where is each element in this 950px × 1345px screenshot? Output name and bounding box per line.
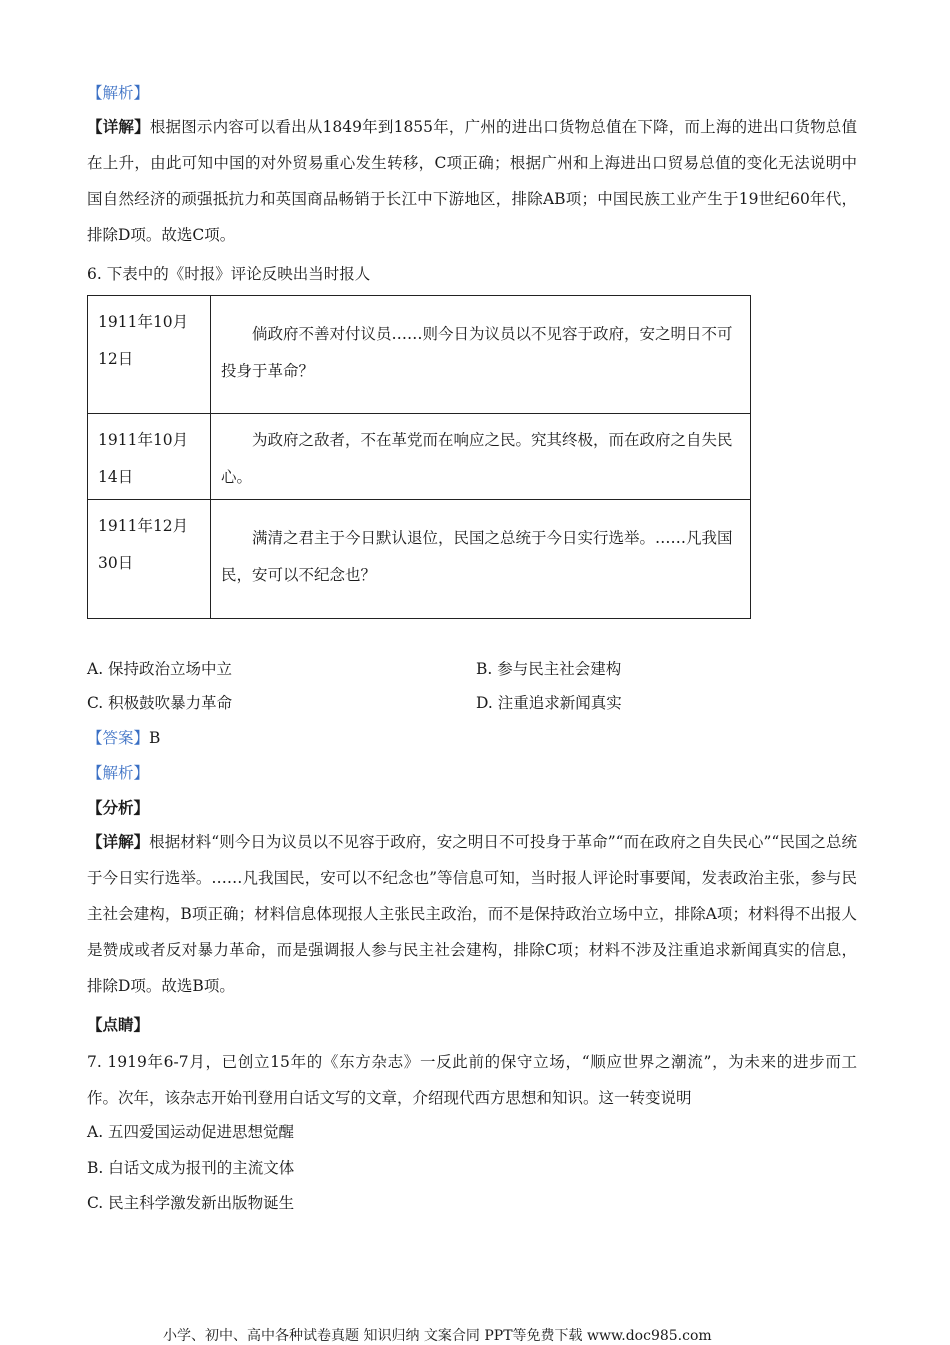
- q6-answer: [87, 728, 160, 748]
- table-row: [88, 500, 751, 619]
- table-row: [88, 414, 751, 500]
- q7-option-b: B. 白话文成为报刊的主流文体: [87, 1159, 295, 1177]
- q5-analysis-label: 【解析】: [87, 84, 150, 102]
- table-text: 倘政府不善对付议员……则今日为议员以不见容于政府，安之明日不可投身于革命？: [211, 296, 751, 414]
- q6-fenxi-label: 【分析】: [87, 798, 150, 817]
- table-text: 满清之君主于今日默认退位，民国之总统于今日实行选举。……凡我国民，安可以不纪念也？: [211, 500, 751, 619]
- q6-detail-label: 【详解】: [87, 832, 150, 851]
- q5-detail-text: 根据图示内容可以看出从1849年到1855年，广州的进出口货物总值在下降，而上海的进出口货物总值在上升，由此可知中国的对外贸易重心发生转移，C项正确；根据广州和上海进出口贸易总值的变化无法说明中国自然经济的顽强抵抗力和英国商品畅销于长江中下游地区，排除AB项；中国民族工业产生于19世纪60年代，排除D项。故选C项。: [87, 118, 857, 244]
- q7-option-c: C. 民主科学激发新出版物诞生: [87, 1194, 295, 1212]
- q6-detail: [87, 824, 857, 1004]
- q6-answer-label: 【答案】: [87, 729, 150, 747]
- q6-option-b: B. 参与民主社会建构: [476, 660, 622, 678]
- table-date: 1911年10月14日: [88, 414, 211, 500]
- q5-detail-label: 【详解】: [87, 117, 150, 136]
- q6-detail-text: 根据材料“则今日为议员以不见容于政府，安之明日不可投身于革命”“而在政府之自失民心”“民国之总统于今日实行选举。……凡我国民，安可以不纪念也”等信息可知，当时报人评论时事要闻，发表政治主张，参与民主社会建构，B项正确；材料信息体现报人主张民主政治，而不是保持政治立场中立，排除A项；材料得不出报人是赞成或者反对暴力革命，而是强调报人参与民主社会建构，排除C项；材料不涉及注重追求新闻真实的信息，排除D项。故选B项。: [87, 833, 857, 995]
- q7-stem: 7. 1919年6-7月，已创立15年的《东方杂志》一反此前的保守立场，“顺应世界之潮流”，为未来的进步而工作。次年，该杂志开始刊登用白话文写的文章，介绍现代西方思想和知识。这一转变说明: [87, 1053, 857, 1107]
- q6-option-d: D. 注重追求新闻真实: [476, 694, 622, 712]
- q6-option-c: C. 积极鼓吹暴力革命: [87, 694, 233, 712]
- q6-table: [87, 295, 751, 619]
- q6-analysis-label: 【解析】: [87, 764, 150, 782]
- table-date: 1911年12月30日: [88, 500, 211, 619]
- table-date: 1911年10月12日: [88, 296, 211, 414]
- q6-answer-value: B: [149, 729, 161, 747]
- q7-option-a: A. 五四爱国运动促进思想觉醒: [87, 1123, 295, 1141]
- q6-option-a: A. 保持政治立场中立: [87, 660, 233, 678]
- q6-stem: 6. 下表中的《时报》评论反映出当时报人: [87, 265, 371, 283]
- q5-detail: [87, 109, 857, 253]
- page-footer: 小学、初中、高中各种试卷真题 知识归纳 文案合同 PPT等免费下载 www.doc985.com: [163, 1328, 712, 1344]
- table-text: 为政府之敌者，不在革党而在响应之民。究其终极，而在政府之自失民心。: [211, 414, 751, 500]
- q6-dianjing-label: 【点睛】: [87, 1015, 150, 1034]
- table-row: [88, 296, 751, 414]
